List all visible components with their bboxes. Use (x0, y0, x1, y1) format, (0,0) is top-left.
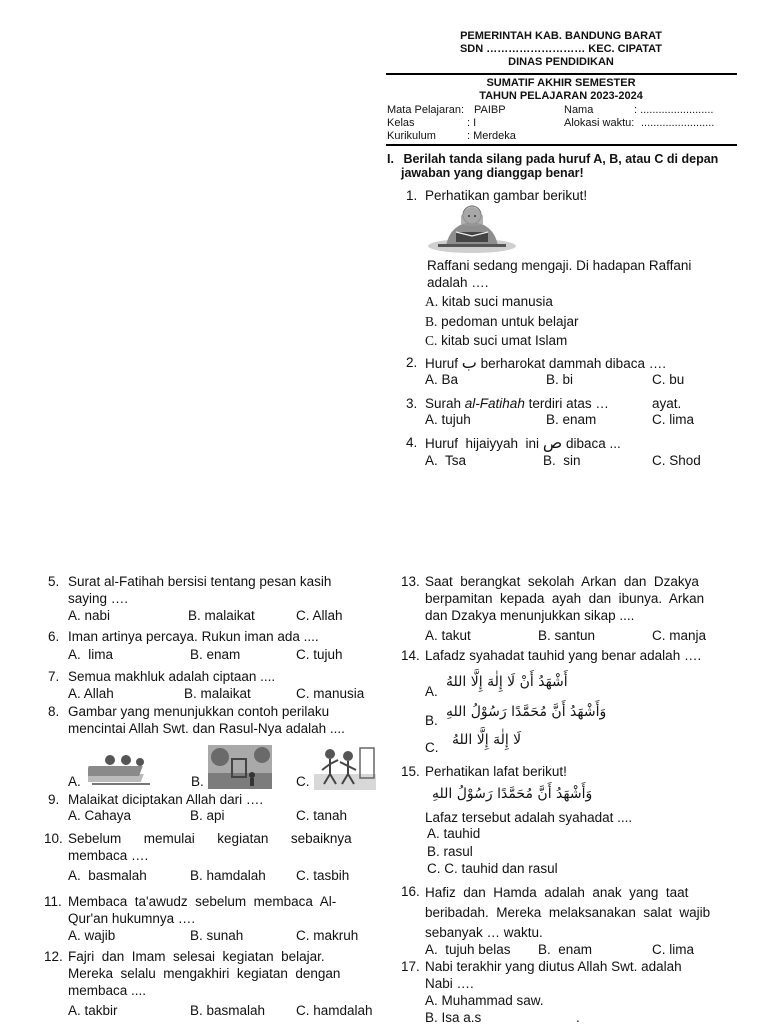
q6-option-b[interactable]: B. enam (190, 647, 241, 662)
q4-text (425, 434, 621, 452)
q1-option-c-text: kitab suci umat Islam (441, 333, 568, 348)
q16-option-c[interactable]: C. lima (652, 942, 695, 957)
header-divider-bottom (386, 144, 737, 146)
q10-number: 10. (44, 831, 63, 846)
q5-line-2: saying …. (68, 591, 129, 606)
q9-option-c[interactable]: C. tanah (296, 808, 348, 823)
subject-value: PAIBP (474, 104, 506, 116)
curriculum-value: : Merdeka (467, 130, 516, 142)
q15-stem: Lafaz tersebut adalah syahadat .... (425, 810, 633, 825)
q2-option-c[interactable]: C. bu (652, 372, 685, 387)
curriculum-label: Kurikulum (387, 130, 436, 142)
q2-arabic-letter: ب (461, 353, 477, 372)
q3-text (425, 395, 609, 412)
q12-option-b[interactable]: B. basmalah (190, 1003, 266, 1018)
q14-text: Lafadz syahadat tauhid yang benar adalah …. (425, 648, 702, 663)
q9-option-a[interactable]: A. Cahaya (68, 808, 132, 823)
time-value: ........................ (641, 117, 715, 129)
q11-line-1: Membaca ta'awudz sebelum membaca Al- (68, 894, 337, 909)
q13-number: 13. (401, 574, 420, 589)
time-label: Alokasi waktu: (564, 117, 635, 129)
section-instruction (387, 152, 718, 180)
q15-option-a[interactable]: A. tauhid (427, 826, 481, 841)
q16-line-3: sebanyak … waktu. (425, 925, 543, 940)
q17-option-a[interactable]: A. Muhammad saw. (425, 993, 544, 1008)
q13-line-2: berpamitan kepada ayah dan ibunya. Arkan (425, 591, 705, 606)
q15-number: 15. (401, 764, 420, 779)
q4-arabic-letter: ص (542, 433, 563, 452)
q13-option-c[interactable]: C. manja (652, 628, 707, 643)
q1-stem-line-2: adalah …. (427, 275, 489, 290)
children-playing-image[interactable] (314, 744, 376, 790)
q1-stem (427, 257, 691, 291)
q15-option-c[interactable]: C. C. tauhid dan rasul (427, 861, 558, 876)
q1-option-a[interactable] (425, 293, 553, 310)
q5-option-b[interactable]: B. malaikat (188, 608, 255, 623)
q3-number: 3. (406, 396, 418, 411)
q2-number: 2. (406, 355, 418, 370)
section-number: I. (387, 152, 394, 166)
q4-option-c[interactable]: C. Shod (652, 453, 701, 468)
q1-option-b-text: pedoman untuk belajar (441, 314, 579, 329)
q12-line-1: Fajri dan Imam selesai kegiatan belajar. (68, 949, 325, 964)
q14-option-a-arabic: أَشْهَدُ أَنْ لَا إِلٰهَ إِلَّا اللهُ (446, 674, 568, 690)
q13-line-3: dan Dzakya menunjukkan sikap .... (425, 608, 635, 623)
class-label: Kelas (387, 117, 415, 129)
q2-option-a[interactable]: A. Ba (425, 372, 459, 387)
q4-number: 4. (406, 435, 418, 450)
header-divider-top (386, 73, 737, 75)
q12-line-2: Mereka selalu mengakhiri kegiatan dengan (68, 966, 341, 981)
q16-text (425, 883, 739, 943)
q2-option-b[interactable]: B. bi (546, 372, 574, 387)
q15-option-b[interactable]: B. rasul (427, 844, 473, 859)
q16-option-a[interactable]: A. tujuh belas (425, 942, 511, 957)
q6-text: Iman artinya percaya. Rukun iman ada .... (68, 629, 319, 644)
q13-text (425, 573, 739, 624)
name-value: : ........................ (634, 104, 714, 116)
q10-line-1: Sebelum memulai kegiatan sebaiknya (68, 831, 352, 846)
q12-line-3: membaca .... (68, 983, 147, 998)
q12-number: 12. (44, 949, 63, 964)
q6-number: 6. (48, 629, 60, 644)
q16-number: 16. (401, 884, 420, 899)
q8-option-b-label[interactable]: B. (191, 774, 204, 789)
instruction-line-1: Berilah tanda silang pada huruf A, B, atau C di depan (403, 152, 719, 166)
q16-line-2: beribadah. Mereka melaksanakan salat wajib (425, 905, 711, 920)
q3-option-b[interactable]: B. enam (546, 412, 597, 427)
q2-text-before: Huruf (425, 356, 459, 371)
exam-title-block (386, 77, 736, 103)
q13-option-b[interactable]: B. santun (538, 628, 596, 643)
q3-option-c[interactable]: C. lima (652, 412, 695, 427)
q1-option-b-label: B. (425, 314, 438, 329)
q4-option-a[interactable]: A. Tsa (425, 453, 467, 468)
q7-option-a[interactable]: A. Allah (68, 686, 114, 701)
q8-option-c-label[interactable]: C. (296, 774, 310, 789)
q3-text-before: Surah (425, 396, 462, 411)
q14-number: 14. (401, 648, 420, 663)
q14-option-b-arabic: وَأَشْهَدُ أَنَّ مُحَمَّدًا رَسُوْلُ اللهِ (446, 704, 607, 720)
q7-option-c[interactable]: C. manusia (296, 686, 365, 701)
q5-line-1: Surat al-Fatihah bersisi tentang pesan kasih (68, 574, 332, 589)
q14-option-b[interactable] (425, 712, 438, 729)
q8-text (68, 703, 345, 737)
q4-text-after: dibaca ... (565, 436, 621, 451)
q17-line-1: Nabi terakhir yang diutus Allah Swt. adalah (425, 959, 682, 974)
q14-option-c-label: C. (425, 740, 439, 755)
q8-line-1: Gambar yang menunjukkan contoh perilaku (68, 704, 330, 719)
q5-number: 5. (48, 574, 60, 589)
q14-option-a[interactable] (425, 683, 438, 700)
q11-option-c[interactable]: C. makruh (296, 928, 359, 943)
q11-option-b[interactable]: B. sunah (190, 928, 244, 943)
q17-text (425, 958, 682, 992)
q7-option-b[interactable]: B. malaikat (184, 686, 251, 701)
header-department: DINAS PENDIDIKAN (508, 56, 614, 68)
q1-stem-line-1: Raffani sedang mengaji. Di hadapan Raffani (427, 258, 692, 273)
q13-line-1: Saat berangkat sekolah Arkan dan Dzakya (425, 574, 699, 589)
q11-option-a[interactable]: A. wajib (68, 928, 116, 943)
girl-reading-quran-image (426, 202, 518, 254)
q7-number: 7. (48, 669, 60, 684)
q14-option-c-arabic: لَا إِلٰهَ إِلَّا اللهُ (452, 732, 522, 748)
q3-text-after: terdiri atas … (528, 396, 609, 411)
q10-text (68, 830, 382, 864)
q17-option-b-tail: . (576, 1010, 580, 1025)
q17-number: 17. (401, 959, 420, 974)
name-label: Nama (564, 104, 594, 116)
q4-text-before: Huruf hijaiyyah ini (425, 436, 540, 451)
children-praying-image[interactable] (88, 746, 154, 788)
q9-option-b[interactable]: B. api (190, 808, 225, 823)
q1-option-a-text: kitab suci manusia (441, 294, 553, 309)
q1-number: 1. (406, 188, 418, 203)
q15-arabic-text: وَأَشْهَدُ أَنَّ مُحَمَّدًا رَسُوْلُ اللهِ (432, 786, 593, 802)
q17-line-2: Nabi …. (425, 976, 474, 991)
q13-option-a[interactable]: A. takut (425, 628, 471, 643)
q8-option-a-label[interactable]: A. (68, 774, 81, 789)
q3-text-tail: ayat. (652, 396, 682, 411)
q7-text: Semua makhluk adalah ciptaan .... (68, 669, 276, 684)
subject-label: Mata Pelajaran: (387, 104, 465, 116)
q1-option-c[interactable] (425, 332, 567, 349)
q5-text (68, 573, 382, 607)
q5-option-c[interactable]: C. Allah (296, 608, 343, 623)
playground-image[interactable] (208, 745, 272, 789)
q16-option-b[interactable]: B. enam (538, 942, 593, 957)
q14-option-b-label: B. (425, 713, 438, 728)
exam-title: SUMATIF AKHIR SEMESTER (486, 77, 636, 89)
q5-option-a[interactable]: A. nabi (68, 608, 111, 623)
q9-text: Malaikat diciptakan Allah dari …. (68, 792, 264, 807)
q12-text (68, 948, 382, 999)
q10-option-a[interactable]: A. basmalah (68, 868, 147, 883)
q14-option-c[interactable] (425, 739, 439, 756)
q6-option-c[interactable]: C. tujuh (296, 647, 343, 662)
q10-option-b[interactable]: B. hamdalah (190, 868, 266, 883)
q3-option-a[interactable]: A. tujuh (425, 412, 471, 427)
header-government: PEMERINTAH KAB. BANDUNG BARAT (460, 30, 662, 42)
q1-prompt: Perhatikan gambar berikut! (425, 188, 588, 203)
q14-option-a-label: A. (425, 684, 438, 699)
q16-line-1: Hafiz dan Hamda adalah anak yang taat (425, 885, 689, 900)
q2-text (425, 354, 666, 372)
q4-option-b[interactable]: B. sin (543, 453, 581, 468)
q15-text: Perhatikan lafat berikut! (425, 764, 567, 779)
q8-number: 8. (48, 704, 60, 719)
q3-surah-name: al-Fatihah (464, 396, 525, 411)
q12-option-a[interactable]: A. takbir (68, 1003, 118, 1018)
class-value: : I (467, 117, 477, 129)
q6-option-a[interactable]: A. lima (68, 647, 114, 662)
instruction-line-2: jawaban yang dianggap benar! (401, 166, 584, 180)
q1-option-a-label: A. (425, 294, 439, 309)
q1-option-c-label: C. (425, 333, 438, 348)
q10-option-c[interactable]: C. tasbih (296, 868, 350, 883)
exam-year: TAHUN PELAJARAN 2023-2024 (479, 90, 643, 102)
q1-option-b[interactable] (425, 313, 579, 330)
q11-line-2: Qur'an hukumnya …. (68, 911, 196, 926)
q17-option-b[interactable]: B. Isa a.s (425, 1010, 482, 1025)
q8-line-2: mencintai Allah Swt. dan Rasul-Nya adalah .... (68, 721, 345, 736)
q10-line-2: membaca …. (68, 848, 149, 863)
school-header (386, 30, 736, 69)
q2-text-after: berharokat dammah dibaca …. (480, 356, 666, 371)
q11-text (68, 893, 382, 927)
header-school: SDN ……………………… KEC. CIPATAT (459, 43, 663, 55)
q12-option-c[interactable]: C. hamdalah (296, 1003, 373, 1018)
q11-number: 11. (44, 894, 62, 909)
q9-number: 9. (48, 792, 60, 807)
